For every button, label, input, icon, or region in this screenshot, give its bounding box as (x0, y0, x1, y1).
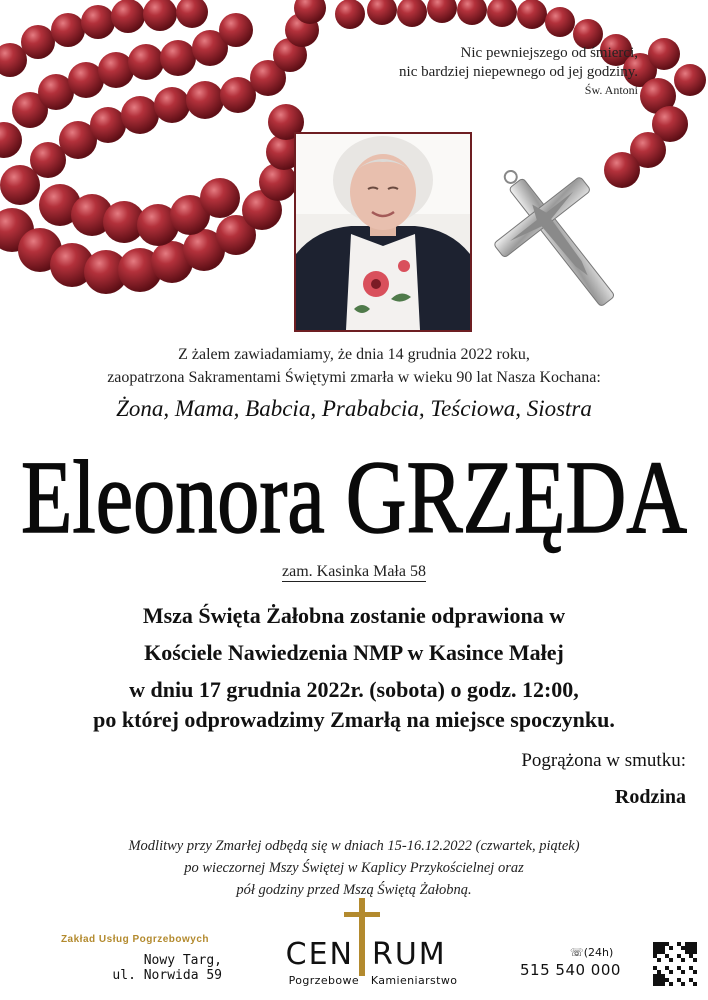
portrait-photo (294, 132, 472, 332)
notice-line-2: zaopatrzona Sakramentami Świętymi zmarła w wieku 90 lat Nasza Kochana: (107, 369, 601, 386)
rosary-bead (397, 0, 427, 27)
rosary-bead (176, 0, 208, 28)
mass-line-4: po której odprowadzimy Zmarłą na miejsce spoczynku. (93, 707, 615, 732)
phone-note (570, 946, 650, 959)
rosary-bead (335, 0, 365, 29)
quote-author: Św. Antoni (584, 83, 638, 97)
rosary-bead (674, 64, 706, 96)
mass-line-2: Kościele Nawiedzenia NMP w Kasince Małej (144, 640, 564, 665)
prayers-line-2: po wieczornej Mszy Świętej w Kaplicy Przykościelnej oraz (184, 860, 524, 876)
mass-line-3: w dniu 17 grudnia 2022r. (sobota) o godz. 12:00, (129, 677, 579, 702)
funeral-company (30, 934, 240, 983)
logo-sub-left: Pogrzebowe (288, 974, 360, 987)
rosary-bead (517, 0, 547, 29)
quote-block (338, 44, 638, 98)
company-city: Nowy Targ, (143, 953, 222, 968)
logo-subtitle (258, 974, 488, 987)
prayers-line-3: pół godziny przed Mszą Świętą Żałobną. (236, 882, 472, 898)
deceased-name (0, 444, 708, 554)
rosary-bead (0, 122, 22, 158)
rosary-bead (648, 38, 680, 70)
phone-icon: ☏ (570, 946, 584, 959)
rosary-bead (186, 81, 224, 119)
rosary-bead (545, 7, 575, 37)
logo-left-text: CEN (285, 937, 354, 972)
rosary-bead (457, 0, 487, 25)
address-text: zam. Kasinka Mała 58 (282, 563, 426, 580)
quote-line-1: Nic pewniejszego od śmierci, (460, 45, 638, 61)
notice-line-1: Z żalem zawiadamiamy, że dnia 14 grudnia 2022 roku, (178, 346, 530, 363)
rosary-bead (111, 0, 145, 33)
rosary-bead (200, 178, 240, 218)
phone-number[interactable]: 515 540 000 (520, 961, 621, 979)
rosary-bead (604, 152, 640, 188)
family-roles: Żona, Mama, Babcia, Prababcia, Teściowa, Siostra (116, 396, 592, 421)
quote-line-2: nic bardziej niepewnego od jej godziny. (399, 64, 638, 80)
mourning-text: Pogrążona w smutku: (521, 750, 686, 771)
centrum-logo (258, 898, 488, 994)
rosary-bead (51, 13, 85, 47)
logo-sub-right: Kamieniarstwo (370, 974, 458, 987)
rosary-bead (81, 5, 115, 39)
mass-line-1: Msza Święta Żałobna zostanie odprawiona w (142, 603, 566, 628)
rosary-bead (427, 0, 457, 23)
rosary-bead (487, 0, 517, 27)
rosary-bead (128, 44, 164, 80)
mourning-family: Rodzina (614, 786, 686, 808)
company-street: ul. Norwida 59 (112, 968, 222, 983)
rosary-bead (21, 25, 55, 59)
rosary-bead (160, 40, 196, 76)
logo-right-text: RUM (372, 937, 447, 972)
phone-note-text: (24h) (583, 946, 614, 959)
prayers-line-1: Modlitwy przy Zmarłej odbędą się w dniach 15-16.12.2022 (czwartek, piątek) (128, 838, 580, 854)
qr-code[interactable] (653, 942, 697, 986)
deceased-name-text: Eleonora GRZĘDA (21, 444, 687, 554)
rosary-bead (90, 107, 126, 143)
rosary-bead (219, 13, 253, 47)
rosary-bead (121, 96, 159, 134)
rosary-bead (367, 0, 397, 25)
phone-block (520, 946, 650, 979)
rosary-bead (143, 0, 177, 31)
rosary-bead (154, 87, 190, 123)
deceased-address (0, 562, 708, 582)
company-title: Zakład Usług Pogrzebowych (60, 934, 210, 945)
